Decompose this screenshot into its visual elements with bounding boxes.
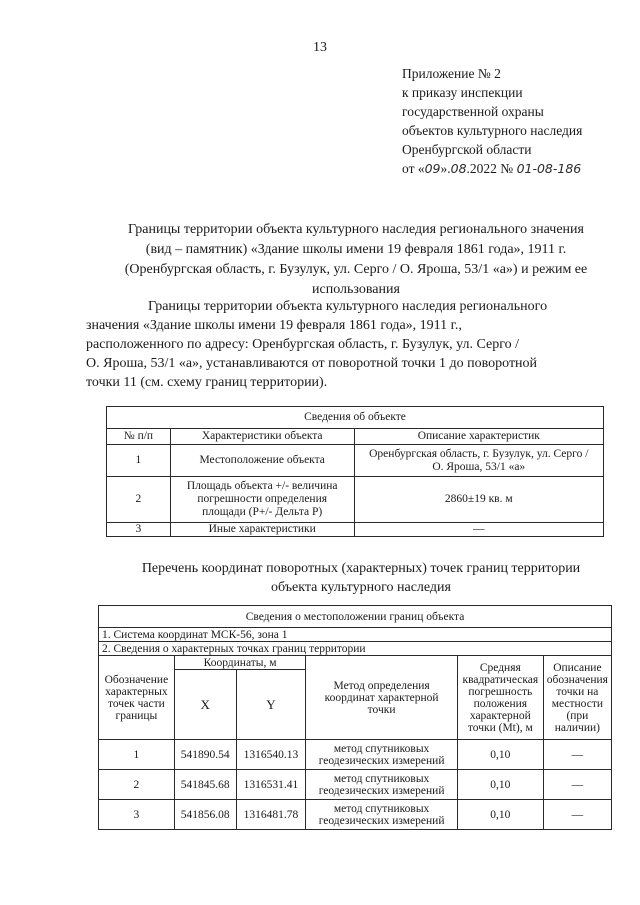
row-characteristic — [170, 477, 354, 523]
header-line: обозначения — [546, 673, 608, 686]
method-cell — [306, 740, 458, 770]
row-description — [354, 445, 603, 477]
header-description: Описание характеристик — [354, 429, 603, 445]
method-line: геодезических измерений — [318, 814, 445, 827]
subtitle-line: объекта культурного наследия — [271, 580, 451, 595]
date-prefix: от « — [402, 161, 425, 176]
points-header: 2. Сведения о характерных точках границ территории — [99, 642, 612, 656]
header-line: (при — [566, 709, 589, 722]
header-x: X — [174, 670, 236, 740]
desc-line: Оренбургская область, г. Бузулук, ул. Серго / — [369, 447, 589, 460]
table-row — [107, 477, 604, 523]
date-mid: ». — [440, 161, 451, 176]
header-line: характерных — [105, 685, 168, 698]
para-line: значения «Здание школы имени 19 февраля 1861 года», 1911 г., — [86, 318, 462, 333]
method-line: геодезических измерений — [318, 784, 445, 797]
header-characteristic: Характеристики объекта — [170, 429, 354, 445]
header-line: положения — [473, 697, 528, 710]
appendix-line: Оренбургской области — [402, 142, 532, 157]
document-title — [96, 220, 616, 300]
header-line: Средняя — [479, 661, 521, 674]
para-line: О. Яроша, 53/1 «а», устанавливаются от поворотной точки 1 до поворотной — [86, 356, 538, 371]
table-row — [99, 800, 612, 830]
row-num: 1 — [107, 445, 171, 477]
header-designation — [99, 656, 175, 740]
page-number: 13 — [313, 40, 327, 55]
date-year: .2022 — [466, 161, 497, 176]
row-num: 2 — [107, 477, 171, 523]
appendix-line: Приложение № 2 — [402, 66, 501, 81]
table-row — [107, 523, 604, 537]
point-description: — — [543, 800, 611, 830]
title-line: использования — [312, 282, 400, 297]
header-coordinates: Координаты, м — [174, 656, 306, 670]
subtitle-line: Перечень координат поворотных (характерных) точек границ территории — [141, 561, 581, 576]
coord-x: 541856.08 — [174, 800, 236, 830]
object-info-table — [106, 406, 604, 537]
header-line: точки — [367, 703, 396, 716]
header-line: местности — [551, 697, 604, 710]
date-day: 09 — [424, 161, 441, 176]
header-line: характерной — [469, 709, 531, 722]
coordinate-system: 1. Система координат МСК-56, зона 1 — [99, 628, 612, 642]
point-number: 2 — [99, 770, 175, 800]
point-number: 1 — [99, 740, 175, 770]
coord-y: 1316481.78 — [236, 800, 306, 830]
method-line: метод спутниковых — [333, 742, 430, 755]
appendix-line: государственной охраны — [402, 104, 544, 119]
row-description: 2860±19 кв. м — [354, 477, 603, 523]
header-point-description — [543, 656, 611, 740]
char-line: площади (Р+/- Дельта Р) — [202, 506, 323, 518]
table-caption: Сведения об объекте — [107, 407, 604, 429]
desc-line: О. Яроша, 53/1 «а» — [432, 460, 526, 473]
method-cell — [306, 800, 458, 830]
header-error — [457, 656, 543, 740]
header-line: погрешность — [468, 685, 533, 698]
coord-y: 1316531.41 — [236, 770, 306, 800]
header-line: точки на — [556, 685, 599, 698]
error-value: 0,10 — [457, 740, 543, 770]
char-line: погрешности определения — [197, 493, 328, 505]
title-line: (Оренбургская область, г. Бузулук, ул. Серго / О. Яроша, 53/1 «а») и режим ее — [124, 262, 588, 277]
header-y: Y — [236, 670, 306, 740]
header-line: Метод определения — [333, 679, 430, 692]
coordinates-table — [98, 605, 612, 830]
method-line: метод спутниковых — [333, 772, 430, 785]
header-line: точки (Мt), м — [467, 721, 533, 734]
header-num: № п/п — [107, 429, 171, 445]
header-line: квадратическая — [462, 673, 539, 686]
coordinates-subtitle — [106, 559, 616, 597]
header-method — [306, 656, 458, 740]
header-line: точек части — [107, 697, 165, 710]
row-characteristic: Иные характеристики — [170, 523, 354, 537]
appendix-header — [402, 64, 582, 178]
table-caption: Сведения о местоположении границ объекта — [99, 606, 612, 628]
char-line: Площадь объекта +/- величина — [186, 480, 338, 492]
para-line: расположенного по адресу: Оренбургская область, г. Бузулук, ул. Серго / — [86, 337, 520, 352]
row-num: 3 — [107, 523, 171, 537]
coord-x: 541890.54 — [174, 740, 236, 770]
error-value: 0,10 — [457, 800, 543, 830]
header-line: наличии) — [554, 721, 600, 734]
header-line: границы — [115, 709, 158, 722]
table-row — [99, 740, 612, 770]
header-line: Обозначение — [104, 673, 169, 686]
method-line: метод спутниковых — [333, 802, 430, 815]
row-description: — — [354, 523, 603, 537]
table-row — [99, 770, 612, 800]
date-month: 08 — [450, 161, 467, 176]
appendix-line: к приказу инспекции — [402, 85, 523, 100]
method-line: геодезических измерений — [318, 754, 445, 767]
point-description: — — [543, 740, 611, 770]
appendix-line: объектов культурного наследия — [402, 123, 583, 138]
point-number: 3 — [99, 800, 175, 830]
title-line: Границы территории объекта культурного наследия регионального значения — [128, 222, 584, 237]
body-paragraph — [86, 297, 614, 392]
error-value: 0,10 — [457, 770, 543, 800]
row-characteristic: Местоположение объекта — [170, 445, 354, 477]
header-line: координат характерной — [324, 691, 439, 704]
coord-x: 541845.68 — [174, 770, 236, 800]
order-number: 01-08-186 — [516, 161, 582, 176]
table-row — [107, 445, 604, 477]
point-description: — — [543, 770, 611, 800]
para-line: Границы территории объекта культурного наследия регионального — [148, 299, 548, 314]
appendix-date-line — [402, 159, 582, 178]
header-line: Описание — [553, 661, 602, 674]
para-line: точки 11 (см. схему границ территории). — [86, 375, 328, 390]
title-line: (вид – памятник) «Здание школы имени 19 февраля 1861 года», 1911 г. — [145, 242, 567, 257]
coord-y: 1316540.13 — [236, 740, 306, 770]
number-prefix: № — [500, 161, 514, 176]
method-cell — [306, 770, 458, 800]
